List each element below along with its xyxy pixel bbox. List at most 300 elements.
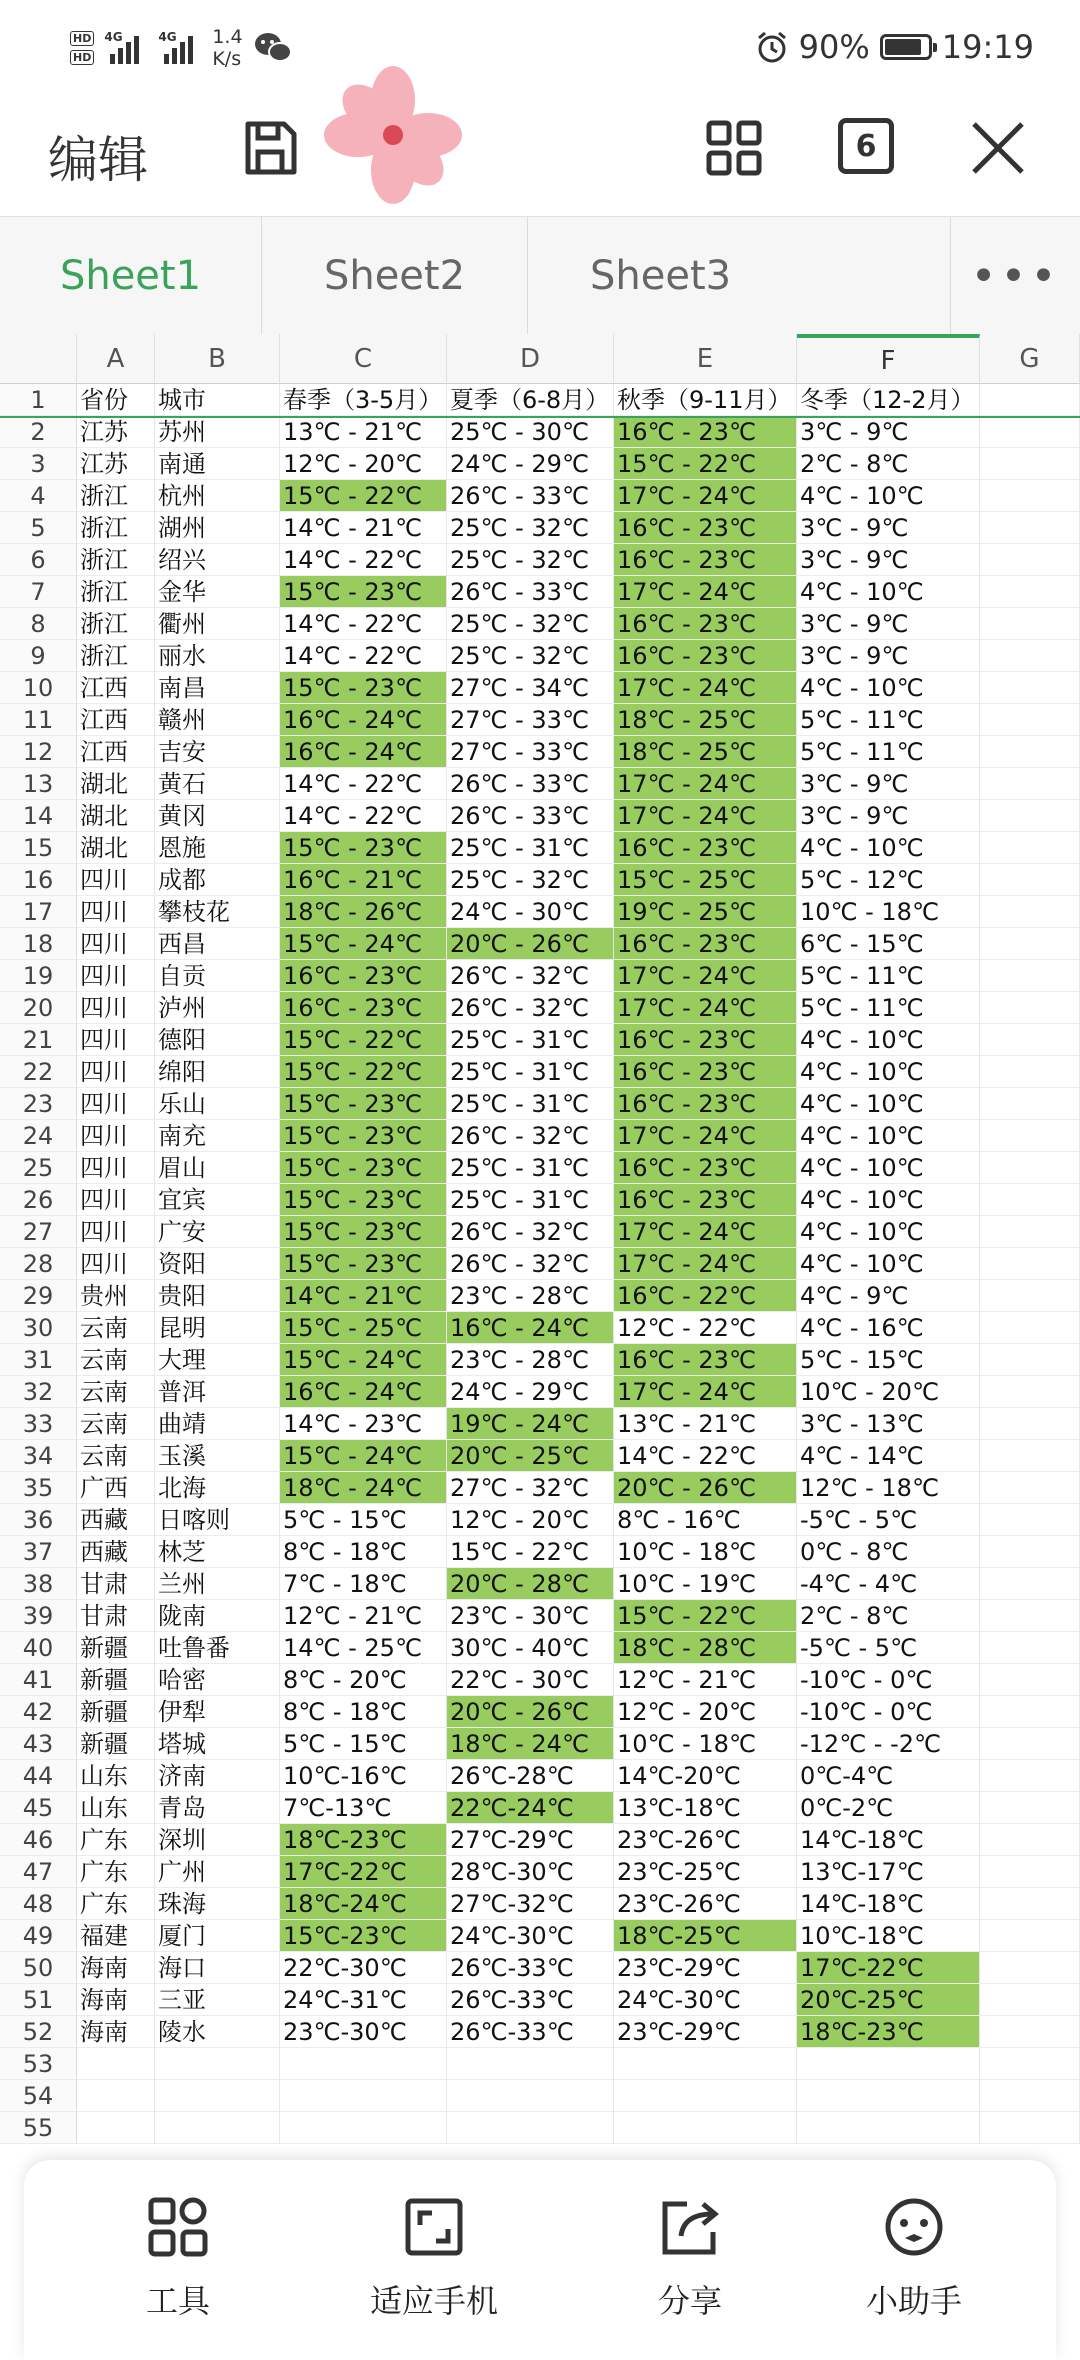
cell-autumn[interactable]: 16℃ - 23℃ — [614, 1088, 797, 1120]
cell-empty[interactable] — [980, 576, 1080, 608]
cell-city[interactable]: 三亚 — [155, 1984, 280, 2016]
row-number[interactable]: 47 — [0, 1856, 77, 1888]
cell-winter[interactable] — [797, 2048, 980, 2080]
cell-autumn[interactable]: 17℃ - 24℃ — [614, 1120, 797, 1152]
cell-summer[interactable]: 26℃ - 33℃ — [447, 576, 614, 608]
row-number[interactable]: 28 — [0, 1248, 77, 1280]
cell-summer[interactable]: 27℃ - 33℃ — [447, 736, 614, 768]
cell-winter[interactable]: -5℃ - 5℃ — [797, 1504, 980, 1536]
cell-summer[interactable]: 26℃-33℃ — [447, 1984, 614, 2016]
cell-autumn[interactable]: 24℃-30℃ — [614, 1984, 797, 2016]
row-number[interactable]: 6 — [0, 544, 77, 576]
row-number[interactable]: 4 — [0, 480, 77, 512]
cell-city[interactable]: 城市 — [155, 384, 280, 416]
cell-city[interactable]: 吐鲁番 — [155, 1632, 280, 1664]
cell-city[interactable]: 昆明 — [155, 1312, 280, 1344]
cell-spring[interactable]: 17℃-22℃ — [280, 1856, 447, 1888]
cell-province[interactable]: 浙江 — [77, 608, 155, 640]
cell-winter[interactable]: 10℃-18℃ — [797, 1920, 980, 1952]
cell-province[interactable]: 贵州 — [77, 1280, 155, 1312]
cell-city[interactable]: 乐山 — [155, 1088, 280, 1120]
cell-empty[interactable] — [980, 928, 1080, 960]
cell-autumn[interactable] — [614, 2080, 797, 2112]
cell-empty[interactable] — [980, 1088, 1080, 1120]
cell-city[interactable]: 资阳 — [155, 1248, 280, 1280]
cell-summer[interactable] — [447, 2048, 614, 2080]
cell-winter[interactable]: -10℃ - 0℃ — [797, 1664, 980, 1696]
cell-province[interactable]: 海南 — [77, 1952, 155, 1984]
cell-spring[interactable]: 8℃ - 18℃ — [280, 1536, 447, 1568]
cell-province[interactable]: 新疆 — [77, 1664, 155, 1696]
cell-province[interactable]: 四川 — [77, 1248, 155, 1280]
cell-summer[interactable]: 19℃ - 24℃ — [447, 1408, 614, 1440]
row-number[interactable]: 41 — [0, 1664, 77, 1696]
cell-city[interactable]: 广安 — [155, 1216, 280, 1248]
cell-province[interactable]: 四川 — [77, 896, 155, 928]
cell-empty[interactable] — [980, 1536, 1080, 1568]
cell-spring[interactable]: 15℃ - 24℃ — [280, 928, 447, 960]
cell-summer[interactable]: 27℃-29℃ — [447, 1824, 614, 1856]
cell-city[interactable]: 广州 — [155, 1856, 280, 1888]
cell-autumn[interactable]: 16℃ - 23℃ — [614, 608, 797, 640]
cell-province[interactable]: 浙江 — [77, 512, 155, 544]
cell-winter[interactable]: 4℃ - 10℃ — [797, 672, 980, 704]
cell-province[interactable]: 四川 — [77, 1088, 155, 1120]
cell-empty[interactable] — [980, 1056, 1080, 1088]
cell-autumn[interactable]: 16℃ - 23℃ — [614, 832, 797, 864]
tab-count-button[interactable] — [838, 118, 894, 174]
row-number[interactable]: 44 — [0, 1760, 77, 1792]
cell-summer[interactable]: 26℃ - 32℃ — [447, 1216, 614, 1248]
cell-province[interactable]: 广东 — [77, 1824, 155, 1856]
cell-autumn[interactable]: 12℃ - 20℃ — [614, 1696, 797, 1728]
share-button[interactable] — [570, 2196, 810, 2322]
cell-summer[interactable]: 16℃ - 24℃ — [447, 1312, 614, 1344]
cell-summer[interactable]: 23℃ - 28℃ — [447, 1280, 614, 1312]
cell-empty[interactable] — [980, 1920, 1080, 1952]
cell-summer[interactable]: 23℃ - 30℃ — [447, 1600, 614, 1632]
cell-winter[interactable]: 14℃-18℃ — [797, 1824, 980, 1856]
cell-spring[interactable]: 15℃ - 23℃ — [280, 1248, 447, 1280]
row-number[interactable]: 24 — [0, 1120, 77, 1152]
cell-empty[interactable] — [980, 1760, 1080, 1792]
cell-spring[interactable]: 15℃ - 22℃ — [280, 480, 447, 512]
column-header-c[interactable]: C — [280, 334, 447, 384]
cell-spring[interactable]: 16℃ - 23℃ — [280, 960, 447, 992]
row-number[interactable]: 22 — [0, 1056, 77, 1088]
cell-province[interactable]: 江西 — [77, 736, 155, 768]
cell-autumn[interactable]: 16℃ - 22℃ — [614, 1280, 797, 1312]
cell-empty[interactable] — [980, 896, 1080, 928]
cell-city[interactable]: 绵阳 — [155, 1056, 280, 1088]
cell-province[interactable]: 四川 — [77, 1120, 155, 1152]
cell-province[interactable]: 湖北 — [77, 832, 155, 864]
cell-autumn[interactable]: 16℃ - 23℃ — [614, 928, 797, 960]
cell-spring[interactable]: 18℃ - 24℃ — [280, 1472, 447, 1504]
cell-province[interactable]: 四川 — [77, 1024, 155, 1056]
cell-summer[interactable]: 26℃-33℃ — [447, 2016, 614, 2048]
cell-spring[interactable]: 12℃ - 20℃ — [280, 448, 447, 480]
cell-empty[interactable] — [980, 640, 1080, 672]
cell-province[interactable]: 四川 — [77, 960, 155, 992]
cell-city[interactable]: 眉山 — [155, 1152, 280, 1184]
cell-summer[interactable]: 25℃ - 30℃ — [447, 416, 614, 448]
row-number[interactable]: 23 — [0, 1088, 77, 1120]
cell-winter[interactable]: -4℃ - 4℃ — [797, 1568, 980, 1600]
cell-winter[interactable]: 4℃ - 10℃ — [797, 480, 980, 512]
fit-phone-button[interactable] — [314, 2196, 554, 2322]
cell-province[interactable] — [77, 2112, 155, 2144]
cell-province[interactable]: 云南 — [77, 1376, 155, 1408]
cell-autumn[interactable]: 10℃ - 19℃ — [614, 1568, 797, 1600]
select-all-corner[interactable] — [0, 334, 77, 384]
cell-autumn[interactable]: 16℃ - 23℃ — [614, 1184, 797, 1216]
cell-empty[interactable] — [980, 448, 1080, 480]
row-number[interactable]: 52 — [0, 2016, 77, 2048]
cell-autumn[interactable]: 17℃ - 24℃ — [614, 480, 797, 512]
cell-empty[interactable] — [980, 2080, 1080, 2112]
row-number[interactable]: 14 — [0, 800, 77, 832]
cell-winter[interactable]: 20℃-25℃ — [797, 1984, 980, 2016]
cell-spring[interactable]: 14℃ - 21℃ — [280, 1280, 447, 1312]
cell-summer[interactable]: 26℃ - 32℃ — [447, 992, 614, 1024]
cell-summer[interactable]: 24℃ - 29℃ — [447, 1376, 614, 1408]
row-number[interactable]: 35 — [0, 1472, 77, 1504]
cell-spring[interactable]: 8℃ - 18℃ — [280, 1696, 447, 1728]
cell-summer[interactable] — [447, 2112, 614, 2144]
cell-city[interactable] — [155, 2080, 280, 2112]
cell-winter[interactable]: 6℃ - 15℃ — [797, 928, 980, 960]
cell-winter[interactable]: -10℃ - 0℃ — [797, 1696, 980, 1728]
cell-autumn[interactable]: 12℃ - 21℃ — [614, 1664, 797, 1696]
cell-province[interactable]: 四川 — [77, 1216, 155, 1248]
cell-spring[interactable]: 18℃ - 26℃ — [280, 896, 447, 928]
save-icon[interactable] — [240, 118, 300, 178]
cell-city[interactable]: 南充 — [155, 1120, 280, 1152]
row-number[interactable]: 9 — [0, 640, 77, 672]
row-number[interactable]: 30 — [0, 1312, 77, 1344]
cell-province[interactable]: 甘肃 — [77, 1568, 155, 1600]
cell-city[interactable]: 苏州 — [155, 416, 280, 448]
cell-autumn[interactable]: 16℃ - 23℃ — [614, 640, 797, 672]
cell-city[interactable]: 衢州 — [155, 608, 280, 640]
cell-empty[interactable] — [980, 1984, 1080, 2016]
cell-empty[interactable] — [980, 1504, 1080, 1536]
cell-city[interactable]: 金华 — [155, 576, 280, 608]
cell-empty[interactable] — [980, 2112, 1080, 2144]
cell-empty[interactable] — [980, 1184, 1080, 1216]
row-number[interactable]: 18 — [0, 928, 77, 960]
cell-autumn[interactable] — [614, 2112, 797, 2144]
row-number[interactable]: 51 — [0, 1984, 77, 2016]
cell-spring[interactable]: 14℃ - 22℃ — [280, 640, 447, 672]
row-number[interactable]: 20 — [0, 992, 77, 1024]
cell-province[interactable]: 江苏 — [77, 416, 155, 448]
cell-spring[interactable]: 15℃ - 25℃ — [280, 1312, 447, 1344]
cell-autumn[interactable]: 18℃ - 25℃ — [614, 736, 797, 768]
cell-province[interactable]: 甘肃 — [77, 1600, 155, 1632]
cell-province[interactable]: 海南 — [77, 1984, 155, 2016]
cell-empty[interactable] — [980, 672, 1080, 704]
cell-winter[interactable]: 4℃ - 10℃ — [797, 1024, 980, 1056]
cell-spring[interactable]: 14℃ - 22℃ — [280, 608, 447, 640]
cell-empty[interactable] — [980, 1152, 1080, 1184]
column-header-e[interactable]: E — [614, 334, 797, 384]
cell-winter[interactable]: 4℃ - 10℃ — [797, 1120, 980, 1152]
cell-empty[interactable] — [980, 1632, 1080, 1664]
cell-autumn[interactable]: 18℃-25℃ — [614, 1920, 797, 1952]
cell-province[interactable]: 山东 — [77, 1792, 155, 1824]
cell-spring[interactable]: 15℃ - 23℃ — [280, 1120, 447, 1152]
cell-province[interactable]: 省份 — [77, 384, 155, 416]
cell-province[interactable]: 云南 — [77, 1408, 155, 1440]
cell-winter[interactable]: 4℃ - 10℃ — [797, 1248, 980, 1280]
row-number[interactable]: 12 — [0, 736, 77, 768]
cell-autumn[interactable]: 20℃ - 26℃ — [614, 1472, 797, 1504]
cell-summer[interactable]: 15℃ - 22℃ — [447, 1536, 614, 1568]
cell-autumn[interactable]: 23℃-26℃ — [614, 1888, 797, 1920]
cell-autumn[interactable]: 15℃ - 22℃ — [614, 448, 797, 480]
cell-spring[interactable]: 14℃ - 22℃ — [280, 800, 447, 832]
cell-summer[interactable]: 20℃ - 26℃ — [447, 1696, 614, 1728]
cell-summer[interactable]: 24℃ - 29℃ — [447, 448, 614, 480]
cell-autumn[interactable]: 12℃ - 22℃ — [614, 1312, 797, 1344]
cell-province[interactable]: 云南 — [77, 1344, 155, 1376]
cell-empty[interactable] — [980, 864, 1080, 896]
cell-winter[interactable]: 17℃-22℃ — [797, 1952, 980, 1984]
tab-sheet1[interactable] — [0, 217, 262, 335]
cell-summer[interactable]: 24℃ - 30℃ — [447, 896, 614, 928]
cell-province[interactable] — [77, 2048, 155, 2080]
cell-spring[interactable]: 16℃ - 21℃ — [280, 864, 447, 896]
cell-city[interactable]: 黄冈 — [155, 800, 280, 832]
cell-winter[interactable]: 4℃ - 10℃ — [797, 832, 980, 864]
cell-spring[interactable]: 14℃ - 22℃ — [280, 768, 447, 800]
cell-autumn[interactable]: 16℃ - 23℃ — [614, 544, 797, 576]
tab-sheet3[interactable] — [528, 217, 950, 335]
cell-summer[interactable]: 18℃ - 24℃ — [447, 1728, 614, 1760]
cell-spring[interactable]: 7℃-13℃ — [280, 1792, 447, 1824]
row-number[interactable]: 49 — [0, 1920, 77, 1952]
close-icon[interactable] — [968, 118, 1028, 178]
cell-winter[interactable]: 5℃ - 11℃ — [797, 960, 980, 992]
cell-city[interactable]: 成都 — [155, 864, 280, 896]
cell-autumn[interactable]: 16℃ - 23℃ — [614, 1024, 797, 1056]
cell-empty[interactable] — [980, 608, 1080, 640]
cell-winter[interactable]: 3℃ - 9℃ — [797, 640, 980, 672]
cell-winter[interactable]: 4℃ - 10℃ — [797, 576, 980, 608]
cell-empty[interactable] — [980, 800, 1080, 832]
row-number[interactable]: 45 — [0, 1792, 77, 1824]
row-number[interactable]: 16 — [0, 864, 77, 896]
cell-province[interactable]: 福建 — [77, 1920, 155, 1952]
row-number[interactable]: 21 — [0, 1024, 77, 1056]
cell-autumn[interactable]: 17℃ - 24℃ — [614, 1248, 797, 1280]
cell-city[interactable]: 丽水 — [155, 640, 280, 672]
cell-spring[interactable]: 18℃-24℃ — [280, 1888, 447, 1920]
row-number[interactable]: 31 — [0, 1344, 77, 1376]
cell-summer[interactable]: 25℃ - 32℃ — [447, 864, 614, 896]
cell-autumn[interactable]: 15℃ - 25℃ — [614, 864, 797, 896]
cell-winter[interactable]: 3℃ - 9℃ — [797, 512, 980, 544]
cell-spring[interactable]: 15℃ - 24℃ — [280, 1344, 447, 1376]
cell-spring[interactable]: 15℃ - 22℃ — [280, 1024, 447, 1056]
cell-summer[interactable]: 27℃-32℃ — [447, 1888, 614, 1920]
row-number[interactable]: 46 — [0, 1824, 77, 1856]
cell-city[interactable]: 宜宾 — [155, 1184, 280, 1216]
cell-autumn[interactable]: 23℃-29℃ — [614, 1952, 797, 1984]
cell-summer[interactable]: 25℃ - 32℃ — [447, 608, 614, 640]
row-number[interactable]: 42 — [0, 1696, 77, 1728]
cell-summer[interactable]: 25℃ - 31℃ — [447, 1024, 614, 1056]
cell-city[interactable]: 海口 — [155, 1952, 280, 1984]
cell-empty[interactable] — [980, 2016, 1080, 2048]
cell-spring[interactable]: 15℃-23℃ — [280, 1920, 447, 1952]
row-number[interactable]: 38 — [0, 1568, 77, 1600]
cell-autumn[interactable]: 16℃ - 23℃ — [614, 1344, 797, 1376]
cell-spring[interactable]: 15℃ - 23℃ — [280, 832, 447, 864]
cell-winter[interactable] — [797, 2112, 980, 2144]
cell-empty[interactable] — [980, 1472, 1080, 1504]
cell-winter[interactable]: 3℃ - 9℃ — [797, 800, 980, 832]
row-number[interactable]: 11 — [0, 704, 77, 736]
cell-empty[interactable] — [980, 1888, 1080, 1920]
cell-spring[interactable]: 15℃ - 23℃ — [280, 1088, 447, 1120]
cell-city[interactable] — [155, 2048, 280, 2080]
row-number[interactable]: 17 — [0, 896, 77, 928]
cell-empty[interactable] — [980, 1344, 1080, 1376]
cell-empty[interactable] — [980, 1280, 1080, 1312]
cell-summer[interactable]: 27℃ - 32℃ — [447, 1472, 614, 1504]
cell-winter[interactable]: 0℃-2℃ — [797, 1792, 980, 1824]
cell-city[interactable]: 伊犁 — [155, 1696, 280, 1728]
cell-summer[interactable]: 23℃ - 28℃ — [447, 1344, 614, 1376]
cell-summer[interactable]: 25℃ - 32℃ — [447, 544, 614, 576]
cell-city[interactable]: 贵阳 — [155, 1280, 280, 1312]
cell-province[interactable]: 西藏 — [77, 1504, 155, 1536]
cell-province[interactable]: 四川 — [77, 928, 155, 960]
cell-summer[interactable]: 25℃ - 32℃ — [447, 512, 614, 544]
cell-winter[interactable]: 5℃ - 11℃ — [797, 992, 980, 1024]
cell-spring[interactable]: 15℃ - 22℃ — [280, 1056, 447, 1088]
cell-empty[interactable] — [980, 1120, 1080, 1152]
cell-city[interactable]: 攀枝花 — [155, 896, 280, 928]
cell-autumn[interactable]: 17℃ - 24℃ — [614, 992, 797, 1024]
column-header-d[interactable]: D — [447, 334, 614, 384]
cell-city[interactable]: 恩施 — [155, 832, 280, 864]
cell-summer[interactable]: 25℃ - 31℃ — [447, 832, 614, 864]
cell-autumn[interactable]: 17℃ - 24℃ — [614, 960, 797, 992]
cell-province[interactable]: 江苏 — [77, 448, 155, 480]
cell-winter[interactable]: 4℃ - 9℃ — [797, 1280, 980, 1312]
cell-city[interactable]: 西昌 — [155, 928, 280, 960]
cell-spring[interactable]: 14℃ - 21℃ — [280, 512, 447, 544]
cell-city[interactable]: 大理 — [155, 1344, 280, 1376]
cell-winter[interactable]: 冬季（12-2月） — [797, 384, 980, 416]
cell-province[interactable]: 广东 — [77, 1888, 155, 1920]
cell-spring[interactable] — [280, 2048, 447, 2080]
cell-city[interactable] — [155, 2112, 280, 2144]
cell-spring[interactable]: 14℃ - 22℃ — [280, 544, 447, 576]
cell-province[interactable]: 四川 — [77, 1152, 155, 1184]
cell-winter[interactable]: 5℃ - 15℃ — [797, 1344, 980, 1376]
cell-empty[interactable] — [980, 704, 1080, 736]
cell-city[interactable]: 黄石 — [155, 768, 280, 800]
cell-province[interactable]: 江西 — [77, 672, 155, 704]
cell-winter[interactable]: 10℃ - 20℃ — [797, 1376, 980, 1408]
cell-spring[interactable]: 15℃ - 23℃ — [280, 576, 447, 608]
cell-winter[interactable]: 0℃ - 8℃ — [797, 1536, 980, 1568]
cell-empty[interactable] — [980, 1440, 1080, 1472]
cell-spring[interactable] — [280, 2080, 447, 2112]
cell-winter[interactable]: 3℃ - 9℃ — [797, 768, 980, 800]
cell-province[interactable]: 浙江 — [77, 640, 155, 672]
cell-winter[interactable]: 3℃ - 9℃ — [797, 416, 980, 448]
cell-city[interactable]: 青岛 — [155, 1792, 280, 1824]
cell-autumn[interactable]: 16℃ - 23℃ — [614, 1152, 797, 1184]
assistant-button[interactable] — [794, 2196, 1034, 2322]
cell-summer[interactable]: 25℃ - 31℃ — [447, 1088, 614, 1120]
row-number[interactable]: 50 — [0, 1952, 77, 1984]
row-number[interactable]: 7 — [0, 576, 77, 608]
row-number[interactable]: 25 — [0, 1152, 77, 1184]
cell-summer[interactable]: 25℃ - 31℃ — [447, 1152, 614, 1184]
cell-city[interactable]: 杭州 — [155, 480, 280, 512]
cell-winter[interactable]: 4℃ - 10℃ — [797, 1152, 980, 1184]
cell-city[interactable]: 珠海 — [155, 1888, 280, 1920]
cell-city[interactable]: 湖州 — [155, 512, 280, 544]
cell-winter[interactable]: 4℃ - 10℃ — [797, 1184, 980, 1216]
cell-city[interactable]: 自贡 — [155, 960, 280, 992]
row-number[interactable]: 3 — [0, 448, 77, 480]
cell-autumn[interactable]: 17℃ - 24℃ — [614, 672, 797, 704]
row-number[interactable]: 53 — [0, 2048, 77, 2080]
cell-city[interactable]: 哈密 — [155, 1664, 280, 1696]
cell-city[interactable]: 曲靖 — [155, 1408, 280, 1440]
row-number[interactable]: 27 — [0, 1216, 77, 1248]
cell-winter[interactable]: 18℃-23℃ — [797, 2016, 980, 2048]
cell-autumn[interactable]: 8℃ - 16℃ — [614, 1504, 797, 1536]
cell-empty[interactable] — [980, 1696, 1080, 1728]
cell-city[interactable]: 厦门 — [155, 1920, 280, 1952]
cell-autumn[interactable]: 23℃-26℃ — [614, 1824, 797, 1856]
column-header-g[interactable]: G — [980, 334, 1080, 384]
cell-winter[interactable]: 2℃ - 8℃ — [797, 1600, 980, 1632]
cell-province[interactable]: 山东 — [77, 1760, 155, 1792]
cell-province[interactable]: 浙江 — [77, 480, 155, 512]
cell-winter[interactable]: 10℃ - 18℃ — [797, 896, 980, 928]
cell-autumn[interactable]: 15℃ - 22℃ — [614, 1600, 797, 1632]
cell-empty[interactable] — [980, 1248, 1080, 1280]
cell-summer[interactable] — [447, 2080, 614, 2112]
cell-winter[interactable]: 4℃ - 16℃ — [797, 1312, 980, 1344]
cell-city[interactable]: 兰州 — [155, 1568, 280, 1600]
cell-empty[interactable] — [980, 960, 1080, 992]
cell-winter[interactable]: 3℃ - 9℃ — [797, 608, 980, 640]
row-number[interactable]: 19 — [0, 960, 77, 992]
row-number[interactable]: 2 — [0, 416, 77, 448]
cell-province[interactable]: 湖北 — [77, 800, 155, 832]
row-number[interactable]: 5 — [0, 512, 77, 544]
cell-city[interactable]: 北海 — [155, 1472, 280, 1504]
cell-autumn[interactable]: 17℃ - 24℃ — [614, 576, 797, 608]
cell-city[interactable]: 吉安 — [155, 736, 280, 768]
cell-summer[interactable]: 27℃ - 33℃ — [447, 704, 614, 736]
cell-empty[interactable] — [980, 544, 1080, 576]
cell-summer[interactable]: 26℃ - 33℃ — [447, 800, 614, 832]
cell-city[interactable]: 赣州 — [155, 704, 280, 736]
row-number[interactable]: 1 — [0, 384, 77, 416]
